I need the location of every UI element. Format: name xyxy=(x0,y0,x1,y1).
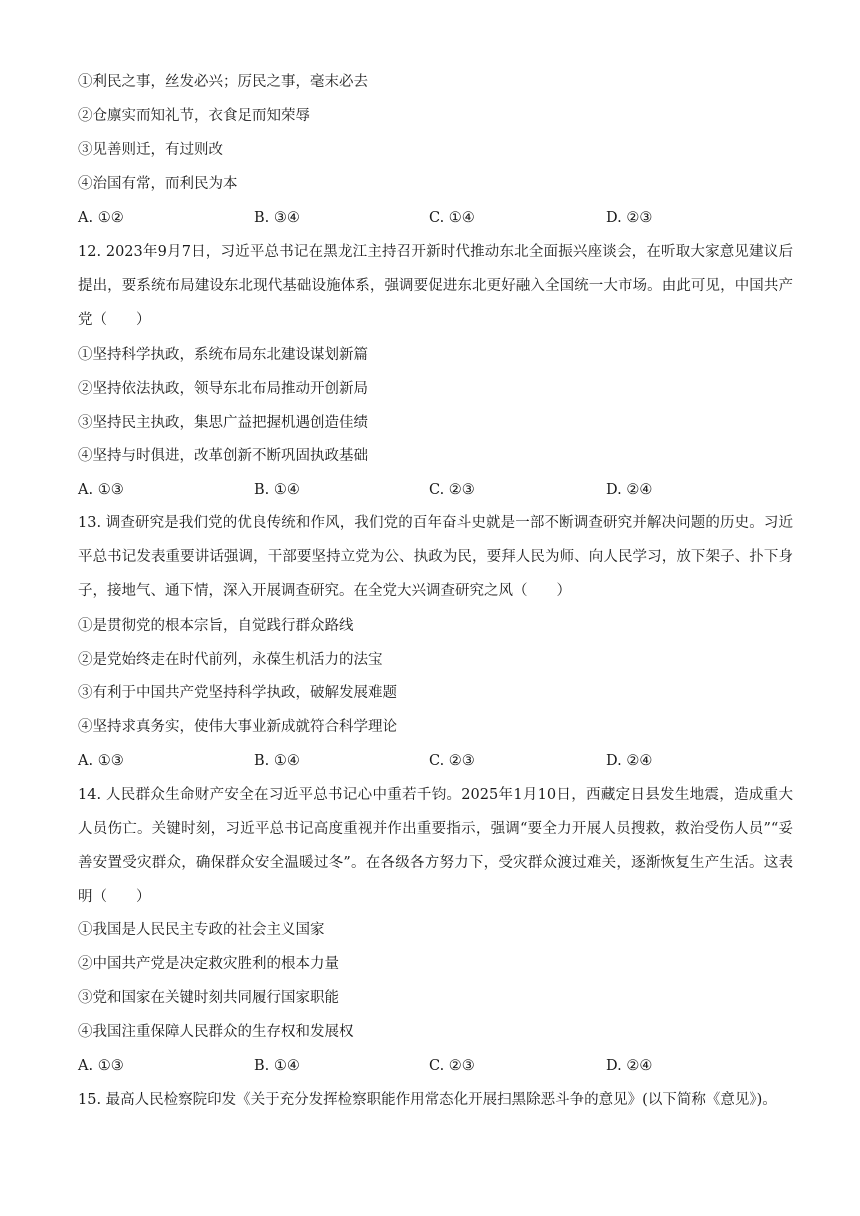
q12-stem: 12. 2023年9月7日，习近平总书记在黑龙江主持召开新时代推动东北全面振兴座谈会，在听取大家意见建议后提出，要系统布局建设东北现代基础设施体系，强调要促进东北更好融入全国统一大市场。由此可见，中国共产党（ ） xyxy=(78,244,793,328)
q14-statement-4: ④我国注重保障人民群众的生存权和发展权 xyxy=(78,1024,354,1040)
q14-option-d[interactable]: D. ②④ xyxy=(606,1058,653,1074)
q14-stem: 14. 人民群众生命财产安全在习近平总书记心中重若千钧。2025年1月10日，西藏定日县发生地震，造成重大人员伤亡。关键时刻，习近平总书记高度重视并作出重要指示，强调“要全力开展人员搜救，救治受伤人员”“妥善安置受灾群众，确保群众安全温暖过冬”。在各级各方努力下，受灾群众渡过难关，逐渐恢复生产生活。这表明（ ） xyxy=(78,787,793,905)
q14-option-b[interactable]: B. ①④ xyxy=(254,1058,300,1074)
q11-options xyxy=(78,208,798,228)
q13-statement-4: ④坚持求真务实，使伟大事业新成就符合科学理论 xyxy=(78,719,397,735)
q12-option-d[interactable]: D. ②④ xyxy=(606,482,653,498)
q12-statement-2: ②坚持依法执政，领导东北布局推动开创新局 xyxy=(78,381,368,397)
q11-statement-1: ①利民之事，丝发必兴；厉民之事，毫末必去 xyxy=(78,74,368,90)
q12-statement-3: ③坚持民主执政，集思广益把握机遇创造佳绩 xyxy=(78,415,368,431)
q13-option-c[interactable]: C. ②③ xyxy=(429,753,475,769)
q13-options xyxy=(78,751,798,771)
q11-statement-4: ④治国有常，而利民为本 xyxy=(78,176,238,192)
q13-stem: 13. 调查研究是我们党的优良传统和作风，我们党的百年奋斗史就是一部不断调查研究并解决问题的历史。习近平总书记发表重要讲话强调，干部要坚持立党为公、执政为民，要拜人民为师、向人民学习，放下架子、扑下身子，接地气、通下情，深入开展调查研究。在全党大兴调查研究之风（ ） xyxy=(78,515,793,599)
q14-option-a[interactable]: A. ①③ xyxy=(78,1058,124,1074)
q12-statement-4: ④坚持与时俱进，改革创新不断巩固执政基础 xyxy=(78,448,368,464)
q11-option-c[interactable]: C. ①④ xyxy=(429,210,475,226)
q11-option-d[interactable]: D. ②③ xyxy=(606,210,653,226)
q13-statement-1: ①是贯彻党的根本宗旨，自觉践行群众路线 xyxy=(78,618,354,634)
q13-option-d[interactable]: D. ②④ xyxy=(606,753,653,769)
q14-options xyxy=(78,1056,798,1076)
q14-statement-3: ③党和国家在关键时刻共同履行国家职能 xyxy=(78,990,339,1006)
q13-statement-3: ③有利于中国共产党坚持科学执政，破解发展难题 xyxy=(78,685,397,701)
q12-option-a[interactable]: A. ①③ xyxy=(78,482,124,498)
q14-statement-1: ①我国是人民民主专政的社会主义国家 xyxy=(78,922,325,938)
q14-option-c[interactable]: C. ②③ xyxy=(429,1058,475,1074)
q14-statement-2: ②中国共产党是决定救灾胜利的根本力量 xyxy=(78,956,339,972)
q12-options xyxy=(78,480,798,500)
q13-option-a[interactable]: A. ①③ xyxy=(78,753,124,769)
q12-statement-1: ①坚持科学执政，系统布局东北建设谋划新篇 xyxy=(78,347,368,363)
q11-statement-3: ③见善则迁，有过则改 xyxy=(78,142,223,158)
q11-option-b[interactable]: B. ③④ xyxy=(254,210,300,226)
q12-option-c[interactable]: C. ②③ xyxy=(429,482,475,498)
q13-option-b[interactable]: B. ①④ xyxy=(254,753,300,769)
q11-option-a[interactable]: A. ①② xyxy=(78,210,124,226)
q15-stem: 15. 最高人民检察院印发《关于充分发挥检察职能作用常态化开展扫黑除恶斗争的意见》(以下简称《意见》)。 xyxy=(78,1092,777,1108)
q12-option-b[interactable]: B. ①④ xyxy=(254,482,300,498)
q11-statement-2: ②仓廪实而知礼节，衣食足而知荣辱 xyxy=(78,108,310,124)
q13-statement-2: ②是党始终走在时代前列，永葆生机活力的法宝 xyxy=(78,652,383,668)
